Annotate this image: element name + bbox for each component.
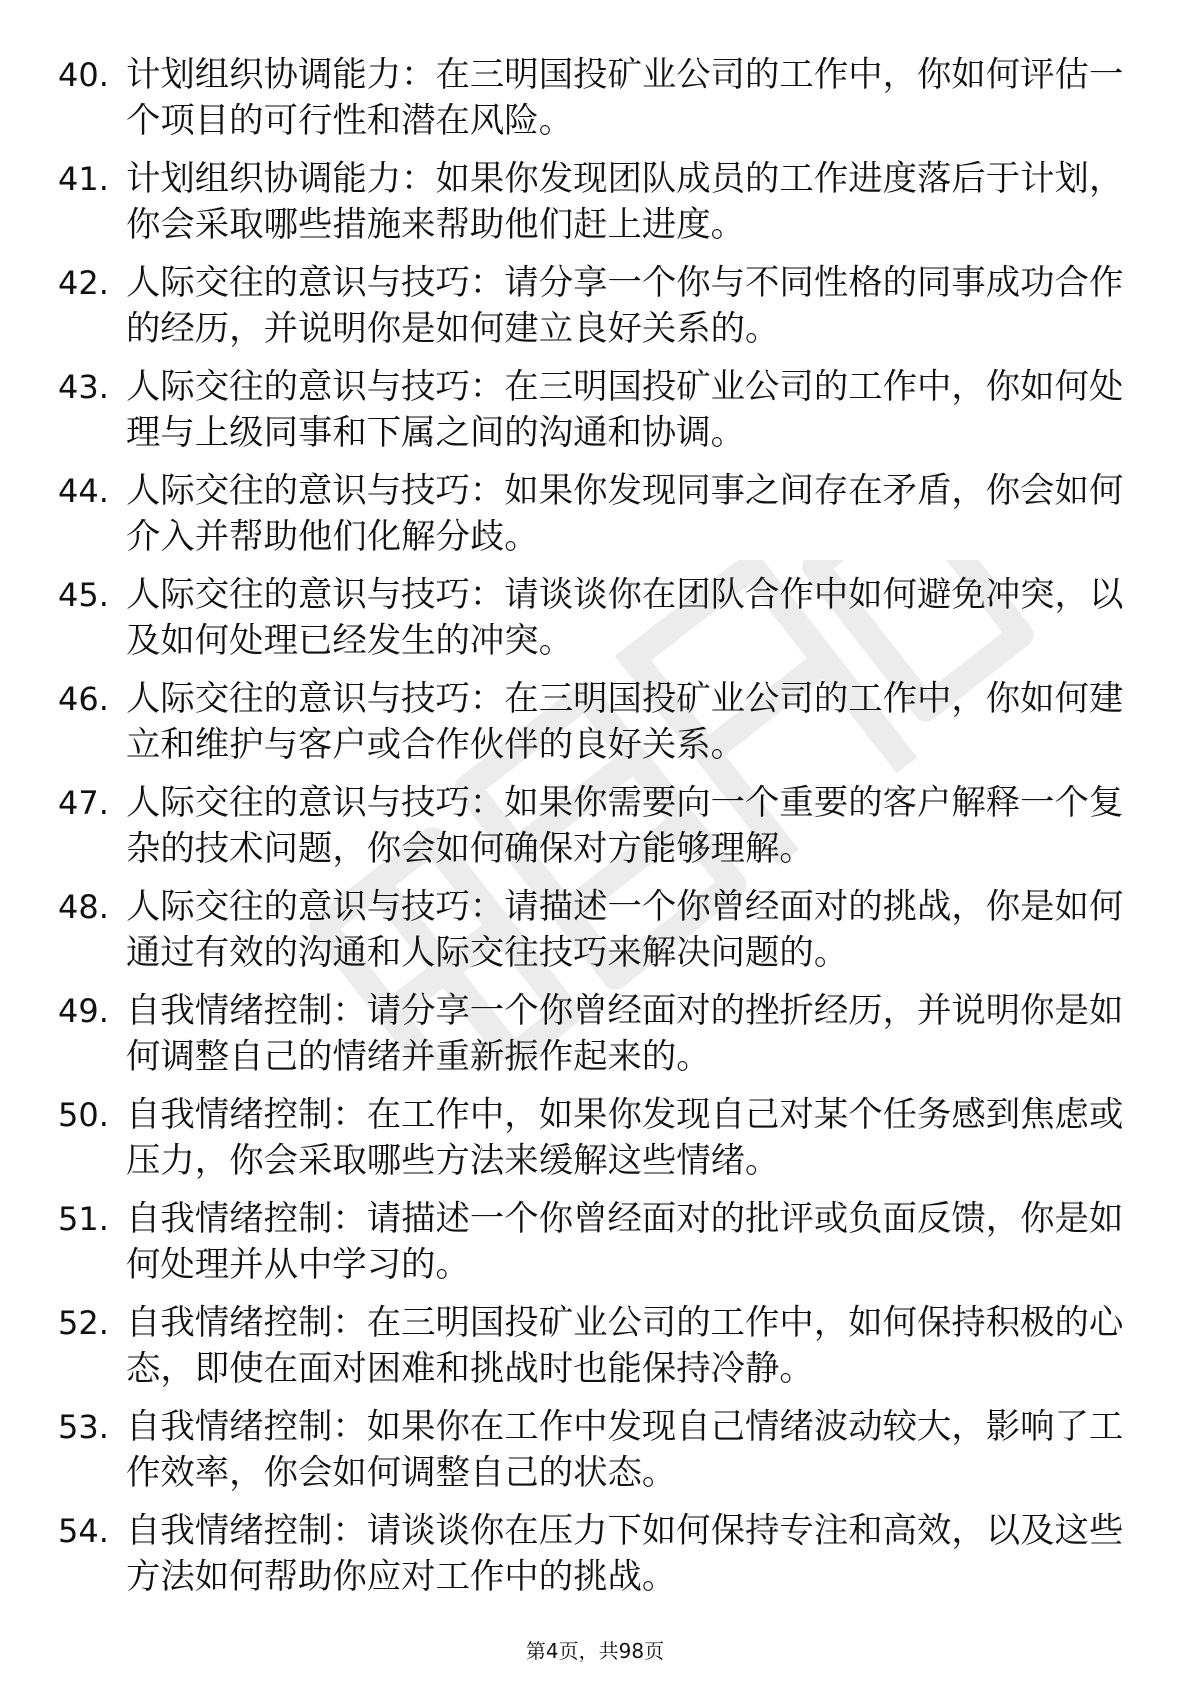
question-number: 53. — [58, 1408, 109, 1446]
question-list — [0, 52, 1190, 1612]
question-text: 自我情绪控制：请分享一个你曾经面对的挫折经历，并说明你是如何调整自己的情绪并重新振作起来的。 — [126, 991, 1124, 1077]
question-number: 42. — [58, 264, 109, 302]
question-item — [0, 156, 1190, 260]
question-number: 46. — [58, 680, 109, 718]
question-text: 人际交往的意识与技巧：在三明国投矿业公司的工作中，你如何处理与上级同事和下属之间的沟通和协调。 — [126, 367, 1124, 453]
question-item — [0, 468, 1190, 572]
question-number: 54. — [58, 1512, 109, 1550]
question-item — [0, 1508, 1190, 1612]
question-number: 48. — [58, 888, 109, 926]
question-item — [0, 364, 1190, 468]
question-item — [0, 52, 1190, 156]
question-text: 人际交往的意识与技巧：请谈谈你在团队合作中如何避免冲突，以及如何处理已经发生的冲突。 — [126, 575, 1124, 661]
question-item — [0, 572, 1190, 676]
question-number: 50. — [58, 1096, 109, 1134]
question-number: 43. — [58, 368, 109, 406]
question-number: 45. — [58, 576, 109, 614]
question-number: 40. — [58, 56, 109, 94]
question-number: 47. — [58, 784, 109, 822]
question-text: 人际交往的意识与技巧：请描述一个你曾经面对的挑战，你是如何通过有效的沟通和人际交往技巧来解决问题的。 — [126, 887, 1124, 973]
question-text: 人际交往的意识与技巧：如果你需要向一个重要的客户解释一个复杂的技术问题，你会如何确保对方能够理解。 — [126, 783, 1124, 869]
question-item — [0, 1092, 1190, 1196]
question-item — [0, 260, 1190, 364]
question-number: 51. — [58, 1200, 109, 1238]
question-item — [0, 1300, 1190, 1404]
question-item — [0, 884, 1190, 988]
question-text: 自我情绪控制：在工作中，如果你发现自己对某个任务感到焦虑或压力，你会采取哪些方法来缓解这些情绪。 — [126, 1095, 1124, 1181]
question-text: 计划组织协调能力：如果你发现团队成员的工作进度落后于计划，你会采取哪些措施来帮助他们赶上进度。 — [126, 159, 1124, 245]
question-text: 人际交往的意识与技巧：请分享一个你与不同性格的同事成功合作的经历，并说明你是如何建立良好关系的。 — [126, 263, 1124, 349]
question-item — [0, 780, 1190, 884]
question-item — [0, 1196, 1190, 1300]
page-number: 第4页，共98页 — [525, 1639, 665, 1663]
question-text: 自我情绪控制：请描述一个你曾经面对的批评或负面反馈，你是如何处理并从中学习的。 — [126, 1199, 1124, 1285]
question-item — [0, 1404, 1190, 1508]
question-text: 人际交往的意识与技巧：在三明国投矿业公司的工作中，你如何建立和维护与客户或合作伙伴的良好关系。 — [126, 679, 1124, 765]
question-number: 41. — [58, 160, 109, 198]
question-text: 计划组织协调能力：在三明国投矿业公司的工作中，你如何评估一个项目的可行性和潜在风险。 — [126, 55, 1124, 141]
question-number: 44. — [58, 472, 109, 510]
question-number: 49. — [58, 992, 109, 1030]
question-text: 人际交往的意识与技巧：如果你发现同事之间存在矛盾，你会如何介入并帮助他们化解分歧。 — [126, 471, 1124, 557]
question-text: 自我情绪控制：在三明国投矿业公司的工作中，如何保持积极的心态，即使在面对困难和挑战时也能保持冷静。 — [126, 1303, 1124, 1389]
question-text: 自我情绪控制：如果你在工作中发现自己情绪波动较大，影响了工作效率，你会如何调整自己的状态。 — [126, 1407, 1124, 1493]
question-item — [0, 988, 1190, 1092]
question-item — [0, 676, 1190, 780]
question-number: 52. — [58, 1304, 109, 1342]
question-text: 自我情绪控制：请谈谈你在压力下如何保持专注和高效，以及这些方法如何帮助你应对工作中的挑战。 — [126, 1511, 1124, 1597]
